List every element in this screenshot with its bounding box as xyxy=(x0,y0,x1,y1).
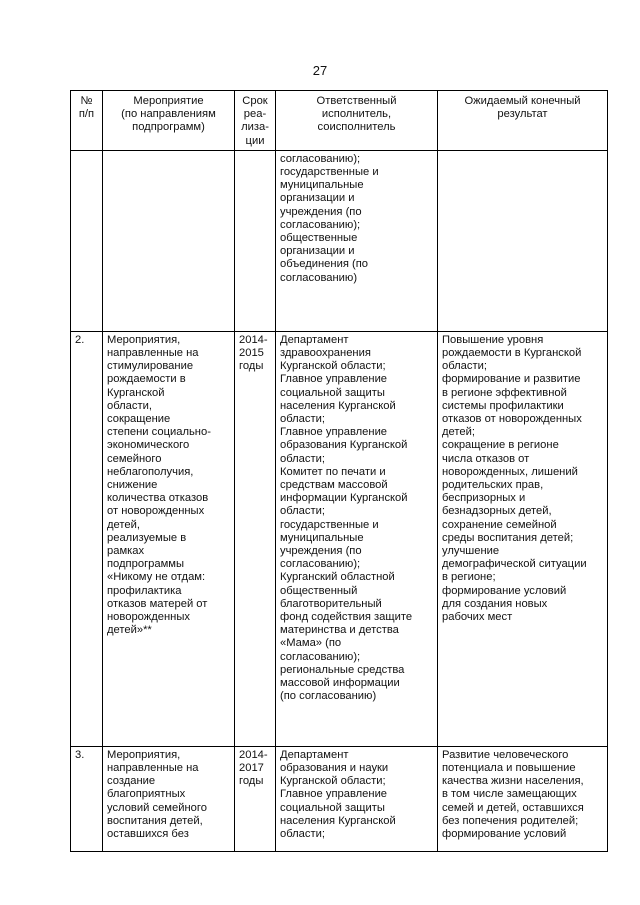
cell-event: Мероприятия, направленные на создание благоприятных условий семейного воспитания детей, оставшихся без xyxy=(103,746,235,851)
program-table xyxy=(70,90,608,852)
table-row xyxy=(71,150,608,331)
table-row xyxy=(71,331,608,746)
cell-responsible: согласованию); государственные и муниципальные организации и учреждения (по согласованию); общественные организации и объединения (по согласованию) xyxy=(276,150,438,331)
cell-period: 2014- 2017 годы xyxy=(235,746,276,851)
table-row xyxy=(71,746,608,851)
cell-number: 2. xyxy=(71,331,103,746)
header-number: № п/п xyxy=(71,91,103,151)
header-period: Срок реа- лиза- ции xyxy=(235,91,276,151)
cell-number: 3. xyxy=(71,746,103,851)
cell-result xyxy=(438,150,608,331)
header-responsible: Ответственный исполнитель, соисполнитель xyxy=(276,91,438,151)
table-header-row xyxy=(71,91,608,151)
cell-result: Развитие человеческого потенциала и повышение качества жизни населения, в том числе замещающих семей и детей, оставшихся без попечения родителей; формирование условий xyxy=(438,746,608,851)
cell-period xyxy=(235,150,276,331)
cell-responsible: Департамент здравоохранения Курганской области; Главное управление социальной защиты населения Курганской области; Главное управление образования Курганской области; Комитет по печати и средствам массовой информации Курганской области; государственные и муниципальные учреждения (по согласованию); Курганский областной общественный благотворительный фонд содействия защите материнства и детства «Мама» (по согласованию); региональные средства массовой информации (по согласованию) xyxy=(276,331,438,746)
cell-result: Повышение уровня рождаемости в Курганской области; формирование и развитие в регионе эффективной системы профилактики отказов от новорожденных детей; сокращение в регионе числа отказов от новорожденных, лишений родительских прав, беспризорных и безнадзорных детей, сохранение семейной среды воспитания детей; улучшение демографической ситуации в регионе; формирование условий для создания новых рабочих мест xyxy=(438,331,608,746)
cell-responsible: Департамент образования и науки Курганской области; Главное управление социальной защиты населения Курганской области; xyxy=(276,746,438,851)
cell-event xyxy=(103,150,235,331)
header-result: Ожидаемый конечный результат xyxy=(438,91,608,151)
cell-period: 2014- 2015 годы xyxy=(235,331,276,746)
cell-number xyxy=(71,150,103,331)
cell-event: Мероприятия, направленные на стимулирование рождаемости в Курганской области, сокращение степени социально- экономического семейного неблагополучия, снижение количества отказов от новорожденных детей, реализуемые в рамках подпрограммы «Никому не отдам: профилактика отказов матерей от новорожденных детей»** xyxy=(103,331,235,746)
header-event: Мероприятие (по направлениям подпрограмм) xyxy=(103,91,235,151)
page-number: 27 xyxy=(312,63,328,78)
